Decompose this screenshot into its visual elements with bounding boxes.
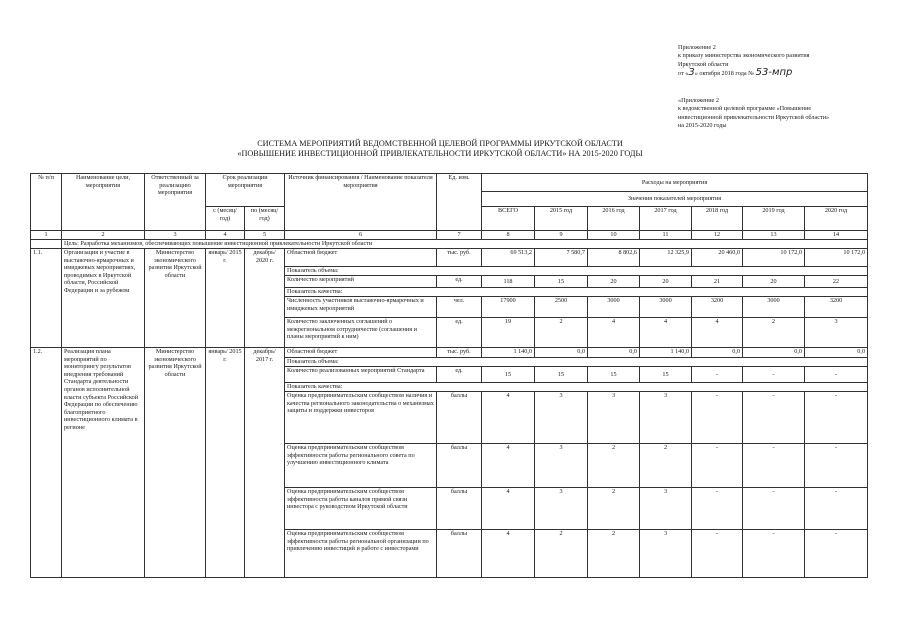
value-cell: 3 <box>640 530 692 578</box>
value-cell: 3 <box>805 318 868 348</box>
budget-value: 0,0 <box>588 348 640 358</box>
annex-date-prefix: от « <box>678 70 689 78</box>
header-year: 2020 год <box>805 207 868 231</box>
header-expenses: Расходы на мероприятия <box>482 174 868 192</box>
value-cell: 2 <box>640 444 692 488</box>
value-cell: - <box>692 488 743 530</box>
measure-name: Организация и участие в выставочно-ярмарочных и имиджевых мероприятиях, проводимых в Иркутской области, Российской Федерации и за рубежом <box>62 249 145 348</box>
value-cell: 4 <box>588 318 640 348</box>
quality-indicator-unit: баллы <box>437 530 482 578</box>
measures-table <box>30 173 868 578</box>
quality-indicator-unit: ед. <box>437 318 482 348</box>
value-cell: - <box>743 392 805 444</box>
budget-value: 0,0 <box>535 348 588 358</box>
value-cell: - <box>805 392 868 444</box>
value-cell: 20 <box>588 276 640 288</box>
value-cell: - <box>805 367 868 383</box>
value-cell: 15 <box>588 367 640 383</box>
value-cell: 20 <box>743 276 805 288</box>
volume-section-label: Показатель объема: <box>285 267 868 276</box>
column-number: 12 <box>692 231 743 240</box>
quality-indicator-label: Оценка предпринимательским сообществом эффективности работы регионального совета по улучшению инвестиционного климата <box>285 444 437 488</box>
budget-value: 12 325,9 <box>640 249 692 267</box>
budget-value: 1 140,0 <box>482 348 535 358</box>
value-cell: 4 <box>482 488 535 530</box>
volume-section-label: Показатель объема: <box>285 358 868 367</box>
header-responsible: Ответственный за реализацию мероприятия <box>145 174 206 231</box>
value-cell: - <box>743 488 805 530</box>
budget-value: 0,0 <box>692 348 743 358</box>
header-term: Срок реализации мероприятия <box>206 174 285 207</box>
quality-indicator-unit: чел. <box>437 297 482 318</box>
header-year: ВСЕГО <box>482 207 535 231</box>
value-cell: 3 <box>535 444 588 488</box>
annex2-years: на 2015-2020 годы <box>678 122 727 130</box>
value-cell: 22 <box>805 276 868 288</box>
measure-term-to: декабрь/ 2020 г. <box>245 249 285 348</box>
value-cell: 2500 <box>535 297 588 318</box>
value-cell: - <box>692 444 743 488</box>
value-cell: 4 <box>692 318 743 348</box>
column-number: 6 <box>285 231 437 240</box>
quality-indicator-unit: баллы <box>437 488 482 530</box>
quality-indicator-label: Оценка предпринимательским сообществом наличия и качества регионального законодательства о механизмах защиты и поддержки инвесторов <box>285 392 437 444</box>
value-cell: 19 <box>482 318 535 348</box>
column-number: 5 <box>245 231 285 240</box>
header-indicator-values: Значения показателей мероприятия <box>482 192 868 207</box>
annex-title: Приложение 2 <box>678 44 716 51</box>
value-cell: - <box>743 367 805 383</box>
quality-indicator-label: Количество заключенных соглашений о межрегиональном сотрудничестве (соглашения и планы мероприятий к ним) <box>285 318 437 348</box>
header-year: 2017 год <box>640 207 692 231</box>
value-cell: 3000 <box>588 297 640 318</box>
column-number: 8 <box>482 231 535 240</box>
header-unit: Ед. изм. <box>437 174 482 231</box>
header-name: Наименование цели, мероприятия <box>62 174 145 231</box>
title-line-2: «ПОВЫШЕНИЕ ИНВЕСТИЦИОННОЙ ПРИВЛЕКАТЕЛЬНОСТИ ИРКУТСКОЙ ОБЛАСТИ» НА 2015-2020 ГОДЫ <box>237 149 643 158</box>
budget-value: 10 172,0 <box>805 249 868 267</box>
header-year: 2016 год <box>588 207 640 231</box>
value-cell: 3 <box>535 488 588 530</box>
header-source: Источник финансирования / Наименование показателя мероприятия <box>285 174 437 231</box>
value-cell: 17900 <box>482 297 535 318</box>
value-cell: - <box>692 530 743 578</box>
budget-value: 0,0 <box>805 348 868 358</box>
header-year: 2018 год <box>692 207 743 231</box>
value-cell: 2 <box>535 530 588 578</box>
volume-indicator-unit: ед. <box>437 367 482 383</box>
title-line-1: СИСТЕМА МЕРОПРИЯТИЙ ВЕДОМСТВЕННОЙ ЦЕЛЕВОЙ ПРОГРАММЫ ИРКУТСКОЙ ОБЛАСТИ <box>257 139 623 148</box>
measure-num: 1.2. <box>31 348 62 578</box>
value-cell: 2 <box>743 318 805 348</box>
annex-date-line <box>678 69 810 78</box>
header-year: 2015 год <box>535 207 588 231</box>
value-cell: 15 <box>535 276 588 288</box>
measure-num: 1.1. <box>31 249 62 348</box>
measure-responsible: Министерство экономического развития Иркутской области <box>145 348 206 578</box>
value-cell: - <box>692 392 743 444</box>
measure-term-from: январь/ 2015 г. <box>206 249 245 348</box>
budget-value: 8 802,6 <box>588 249 640 267</box>
header-term-to: по (месяц/год) <box>245 207 285 231</box>
value-cell: 2 <box>588 488 640 530</box>
annex2-block <box>678 97 829 131</box>
column-number: 3 <box>145 231 206 240</box>
column-number: 10 <box>588 231 640 240</box>
column-number: 14 <box>805 231 868 240</box>
header-num: № п/п <box>31 174 62 231</box>
quality-indicator-unit: баллы <box>437 392 482 444</box>
value-cell: 3000 <box>743 297 805 318</box>
budget-unit: тыс. руб. <box>437 348 482 358</box>
value-cell: 3 <box>640 488 692 530</box>
quality-indicator-label: Численность участников выставочно-ярмарочных и имиджевых мероприятий <box>285 297 437 318</box>
value-cell: - <box>805 530 868 578</box>
value-cell: 3 <box>588 392 640 444</box>
column-number: 13 <box>743 231 805 240</box>
value-cell: 20 <box>640 276 692 288</box>
header-term-from: с (месяц/год) <box>206 207 245 231</box>
volume-indicator-label: Количество мероприятий <box>285 276 437 288</box>
value-cell: 4 <box>482 444 535 488</box>
volume-indicator-unit: ед. <box>437 276 482 288</box>
value-cell: - <box>805 488 868 530</box>
value-cell: 15 <box>482 367 535 383</box>
budget-value: 69 513,2 <box>482 249 535 267</box>
annex-region: Иркутской области <box>678 60 729 68</box>
value-cell: 21 <box>692 276 743 288</box>
value-cell: 3200 <box>805 297 868 318</box>
value-cell: 2 <box>535 318 588 348</box>
quality-indicator-label: Оценка предпринимательским сообществом эффективности работы региональной организации по привлечению инвестиций и работе с инвесторами <box>285 530 437 578</box>
column-number: 1 <box>31 231 62 240</box>
goal-text: Цель: Разработка механизмов, обеспечивающих повышение инвестиционной привлекательности Иркутской области <box>62 240 868 249</box>
column-number: 9 <box>535 231 588 240</box>
value-cell: 3200 <box>692 297 743 318</box>
value-cell: 2 <box>588 444 640 488</box>
annex-doc-number: 53-мпр <box>755 67 793 79</box>
quality-indicator-unit: баллы <box>437 444 482 488</box>
measure-term-from: январь/ 2015 г. <box>206 348 245 578</box>
annex2-title: «Приложение 2 <box>678 97 719 104</box>
column-number: 7 <box>437 231 482 240</box>
annex2-program: инвестиционной привлекательности Иркутской области» <box>678 113 830 121</box>
header-year: 2019 год <box>743 207 805 231</box>
value-cell: 15 <box>640 367 692 383</box>
value-cell: 4 <box>482 530 535 578</box>
annex2-ref: к ведомственной целевой программе «Повышение <box>678 105 812 113</box>
goal-num-cell <box>31 240 62 249</box>
value-cell: 2 <box>588 530 640 578</box>
value-cell: 4 <box>482 392 535 444</box>
quality-section-label: Показатель качества: <box>285 383 868 392</box>
quality-indicator-label: Оценка предпринимательским сообществом эффективности работы каналов прямой связи инвестора с руководством Иркутской области <box>285 488 437 530</box>
value-cell: - <box>805 444 868 488</box>
budget-unit: тыс. руб. <box>437 249 482 267</box>
annex-date-mid: » октября 2018 года № <box>694 70 755 78</box>
measure-term-to: декабрь/ 2017 г. <box>245 348 285 578</box>
table-row <box>31 249 868 267</box>
value-cell: - <box>692 367 743 383</box>
budget-value: 20 460,0 <box>692 249 743 267</box>
budget-value: 7 580,7 <box>535 249 588 267</box>
budget-label: Областной бюджет <box>285 249 437 267</box>
value-cell: 15 <box>535 367 588 383</box>
measure-name: Реализация плана мероприятий по мониторингу результатов внедрения требований Стандарта деятельности органов исполнительной власти субъекта Российской Федерации по обеспечению благоприятного инвестиционного климата в регионе <box>62 348 145 578</box>
measure-responsible: Министерство экономического развития Иркутской области <box>145 249 206 348</box>
quality-section-label: Показатель качества: <box>285 288 868 297</box>
value-cell: 3 <box>535 392 588 444</box>
document-title <box>180 139 700 159</box>
budget-value: 1 140,0 <box>640 348 692 358</box>
value-cell: 4 <box>640 318 692 348</box>
annex-ref: к приказу министерства экономического развития <box>678 52 810 60</box>
annex-block <box>678 44 810 79</box>
budget-label: Областной бюджет <box>285 348 437 358</box>
value-cell: - <box>743 444 805 488</box>
value-cell: 3 <box>640 392 692 444</box>
value-cell: 3000 <box>640 297 692 318</box>
value-cell: - <box>743 530 805 578</box>
column-number: 2 <box>62 231 145 240</box>
budget-value: 10 172,0 <box>743 249 805 267</box>
column-number: 4 <box>206 231 245 240</box>
column-number: 11 <box>640 231 692 240</box>
volume-indicator-label: Количество реализованных мероприятий Стандарта <box>285 367 437 383</box>
annex-date-day: 3 <box>688 67 695 79</box>
budget-value: 0,0 <box>743 348 805 358</box>
table-row <box>31 348 868 358</box>
value-cell: 118 <box>482 276 535 288</box>
